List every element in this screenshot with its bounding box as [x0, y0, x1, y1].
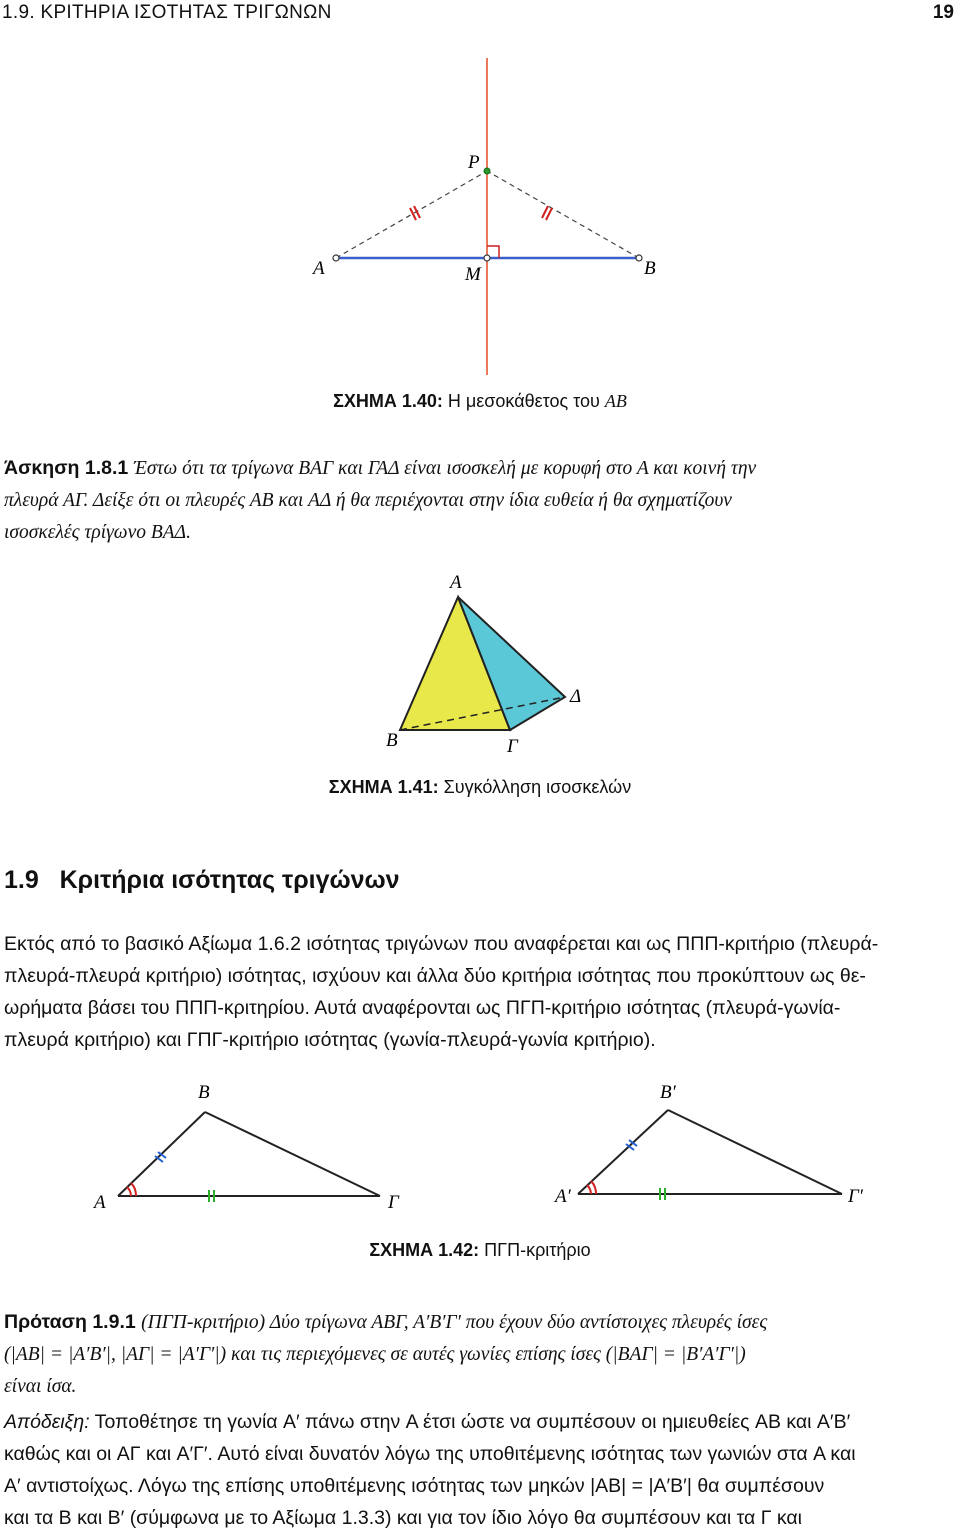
equal-tick-ab [155, 1152, 166, 1162]
point-m [484, 255, 490, 261]
proof-line-4: και τα B και B′ (σύμφωνα με το Αξίωμα 1.3.3) και για τον ίδιο λόγο θα συμπέσουν και τα Γ και [4, 1507, 802, 1529]
exercise-label: Άσκηση 1.8.1 [4, 457, 129, 479]
caption-text: Συγκόλληση ισοσκελών [438, 777, 632, 797]
section-title: Κριτήρια ισότητας τριγώνων [59, 866, 400, 894]
proof-line-2: καθώς και οι AΓ και A′Γ′. Αυτό είναι δυνατόν λόγω της υποθιτέμενης ισότητας των γωνιών στα A και [4, 1443, 856, 1465]
proposition-block [4, 1306, 956, 1403]
label-b2: B′ [660, 1082, 676, 1103]
intro-line-1: Εκτός από το βασικό Αξίωμα 1.6.2 ισότητας τριγώνων που αναφέρεται και ως ΠΠΠ-κριτήριο (πλευρά- [4, 933, 879, 955]
figure-140-caption [0, 391, 960, 412]
caption-text: Η μεσοκάθετος του [442, 391, 605, 411]
angle-arc-a [127, 1187, 131, 1196]
proposition-line-1 [4, 1306, 956, 1339]
exercise-line-2: πλευρά ΑΓ. Δείξε ότι οι πλευρές ΑΒ και ΑΔ ή θα περιέχονται στην ίδια ευθεία ή θα σχηματίζουν [4, 490, 732, 511]
segment-b2g2 [668, 1110, 842, 1194]
label-b: B [198, 1082, 210, 1103]
proof-text-1: Τοποθέτησε τη γωνία A′ πάνω στην A έτσι ώστε να συμπέσουν οι ημιευθείες AB και A′B′ [89, 1411, 851, 1433]
label-d: Δ [570, 686, 582, 707]
figure-142-caption [0, 1240, 960, 1261]
figure-141-caption [0, 777, 960, 798]
exercise-line-1 [4, 452, 956, 485]
segment-pb [487, 171, 639, 258]
label-a: A [313, 258, 325, 279]
label-a2: A′ [555, 1186, 571, 1207]
caption-label: ΣΧΗΜΑ 1.40: [333, 391, 443, 411]
caption-label: ΣΧΗΜΑ 1.41: [328, 777, 439, 797]
caption-text: ΠΓΠ-κριτήριο [479, 1240, 591, 1260]
exercise-text-1: Έστω ότι τα τρίγωνα ΒΑΓ και ΓΑΔ είναι ισοσκελή με κορυφή στο Α και κοινή την [133, 458, 757, 479]
point-a [333, 255, 339, 261]
label-m: M [465, 264, 481, 285]
proposition-line-2: (|AB| = |A′B′|, |AΓ| = |A′Γ′|) και τις περιεχόμενες σε αυτές γωνίες επίσης ίσες (|ΒΑΓ| = |Β′Α′Γ′|) [4, 1344, 746, 1365]
label-b: B [386, 730, 398, 751]
segment-pa [336, 171, 487, 258]
intro-line-3: ωρήματα βάσει του ΠΠΠ-κριτηρίου. Αυτά αναφέρονται ως ΠΓΠ-κριτήριο ισότητας (πλευρά-γωνία- [4, 997, 841, 1019]
intro-line-2: πλευρά-πλευρά κριτήριο) ισότητας, ισχύουν και άλλα δύο κριτήρια ισότητας που προκύπτουν ως θε- [4, 965, 866, 987]
page-number: 19 [932, 2, 954, 23]
proof-block [4, 1406, 956, 1534]
proof-label: Απόδειξη: [4, 1411, 90, 1433]
point-b [636, 255, 642, 261]
label-g: Γ [507, 736, 518, 757]
label-a: A [450, 572, 462, 593]
proposition-line-3: είναι ίσα. [4, 1376, 77, 1397]
angle-arc-a2 [587, 1185, 591, 1194]
figure-isosceles-gluing [0, 560, 960, 760]
section-number: 1.9 [4, 866, 39, 894]
caption-label: ΣΧΗΜΑ 1.42: [369, 1240, 480, 1260]
proposition-label: Πρόταση 1.9.1 [4, 1311, 136, 1333]
segment-bg [205, 1112, 380, 1196]
proposition-text-1: (ΠΓΠ-κριτήριο) Δύο τρίγωνα ΑΒΓ, Α′Β′Γ′ που έχουν δύο αντίστοιχες πλευρές ίσες [141, 1312, 768, 1333]
exercise-line-3: ισοσκελές τρίγωνο ΒΑΔ. [4, 522, 191, 543]
proof-line-3: A′ αντιστοίχως. Λόγω της επίσης υποθιτέμενης ισότητας των μηκών |AB| = |A′B′| θα συμπέσουν [4, 1475, 825, 1497]
figure-perpendicular-bisector [0, 40, 960, 380]
chapter-title: 1.9. ΚΡΙΤΗΡΙΑ ΙΣΟΤΗΤΑΣ ΤΡΙΓΩΝΩΝ [2, 2, 332, 23]
point-p [484, 168, 490, 174]
exercise-block [4, 452, 956, 549]
label-p: P [468, 152, 480, 173]
label-b: B [644, 258, 656, 279]
running-header [0, 0, 960, 30]
intro-paragraph [4, 928, 956, 1056]
proof-line-1 [4, 1406, 956, 1438]
label-a: A [94, 1192, 106, 1213]
figure-sas-criterion [0, 1068, 960, 1228]
caption-math: AB [604, 391, 627, 411]
intro-line-4: πλευρά κριτήριο) και ΓΠΓ-κριτήριο ισότητας (γωνία-πλευρά-γωνία κριτήριο). [4, 1029, 656, 1051]
section-heading [4, 866, 400, 895]
equal-tick-pb [542, 206, 552, 220]
label-g2: Γ′ [848, 1186, 863, 1207]
label-g: Γ [388, 1192, 399, 1213]
